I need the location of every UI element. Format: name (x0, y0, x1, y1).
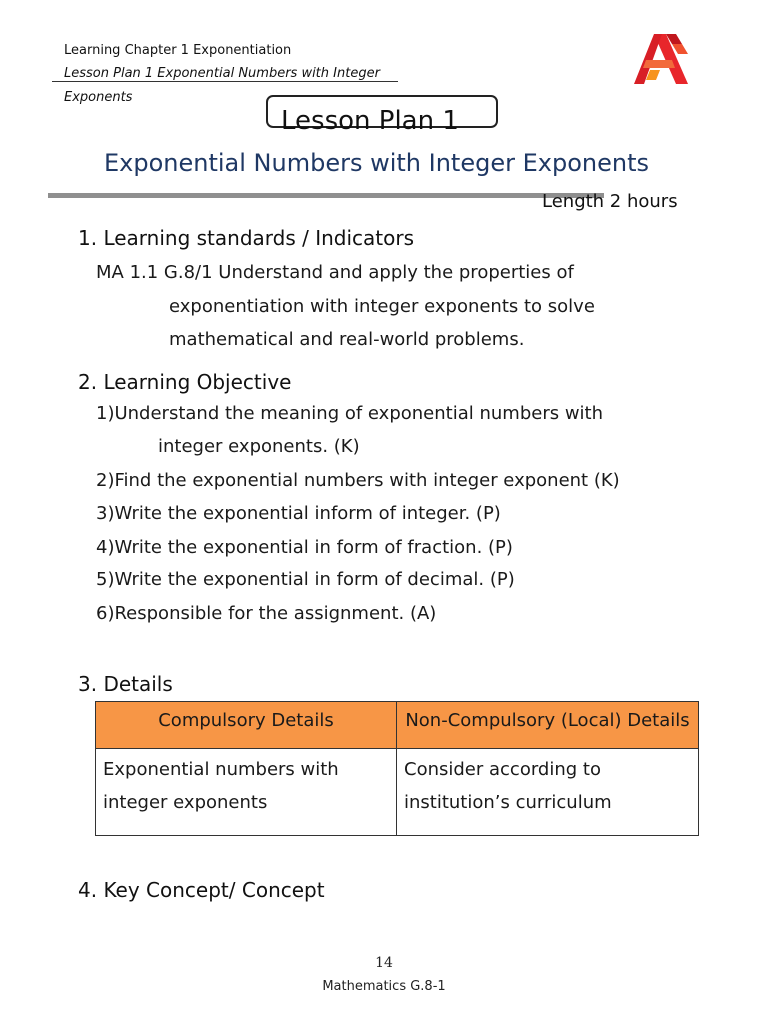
section1-heading: 1. Learning standards / Indicators (78, 226, 415, 250)
table-header-row (96, 702, 699, 749)
page-footer: Mathematics G.8-1 (322, 979, 446, 994)
header-chapter: Learning Chapter 1 Exponentiation (64, 43, 292, 58)
objective-item: 3)Write the exponential inform of integer. (P) (96, 503, 501, 524)
details-table (95, 701, 699, 836)
logo-a-icon (632, 30, 690, 86)
section1-line: exponentiation with integer exponents to solve (169, 296, 595, 317)
page-title: Exponential Numbers with Integer Exponents (104, 149, 649, 177)
section1-line: MA 1.1 G.8/1 Understand and apply the properties of (96, 262, 574, 283)
table-header-cell: Compulsory Details (96, 702, 397, 749)
objective-item: 5)Write the exponential in form of decimal. (P) (96, 569, 515, 590)
table-cell: Consider according to institution’s curriculum (397, 748, 699, 835)
table-header-cell: Non-Compulsory (Local) Details (397, 702, 699, 749)
objective-item: 1)Understand the meaning of exponential numbers with (96, 403, 604, 424)
table-cell: Exponential numbers with integer exponents (96, 748, 397, 835)
objective-item: 6)Responsible for the assignment. (A) (96, 603, 437, 624)
objective-item: integer exponents. (K) (158, 436, 360, 457)
header-lesson-line2: Exponents (64, 90, 133, 105)
header-lesson-line1: Lesson Plan 1 Exponential Numbers with Integer (64, 66, 380, 81)
length-label: Length 2 hours (542, 191, 678, 212)
lesson-plan-title: Lesson Plan 1 (281, 106, 459, 136)
section2-heading: 2. Learning Objective (78, 370, 292, 394)
section3-heading: 3. Details (78, 672, 173, 696)
page-number: 14 (375, 955, 393, 971)
table-row (96, 748, 699, 835)
objective-item: 2)Find the exponential numbers with integer exponent (K) (96, 470, 620, 491)
section1-line: mathematical and real-world problems. (169, 329, 525, 350)
section4-heading: 4. Key Concept/ Concept (78, 878, 325, 902)
objective-item: 4)Write the exponential in form of fraction. (P) (96, 537, 513, 558)
title-rule (48, 193, 604, 198)
header-underline (52, 81, 398, 82)
